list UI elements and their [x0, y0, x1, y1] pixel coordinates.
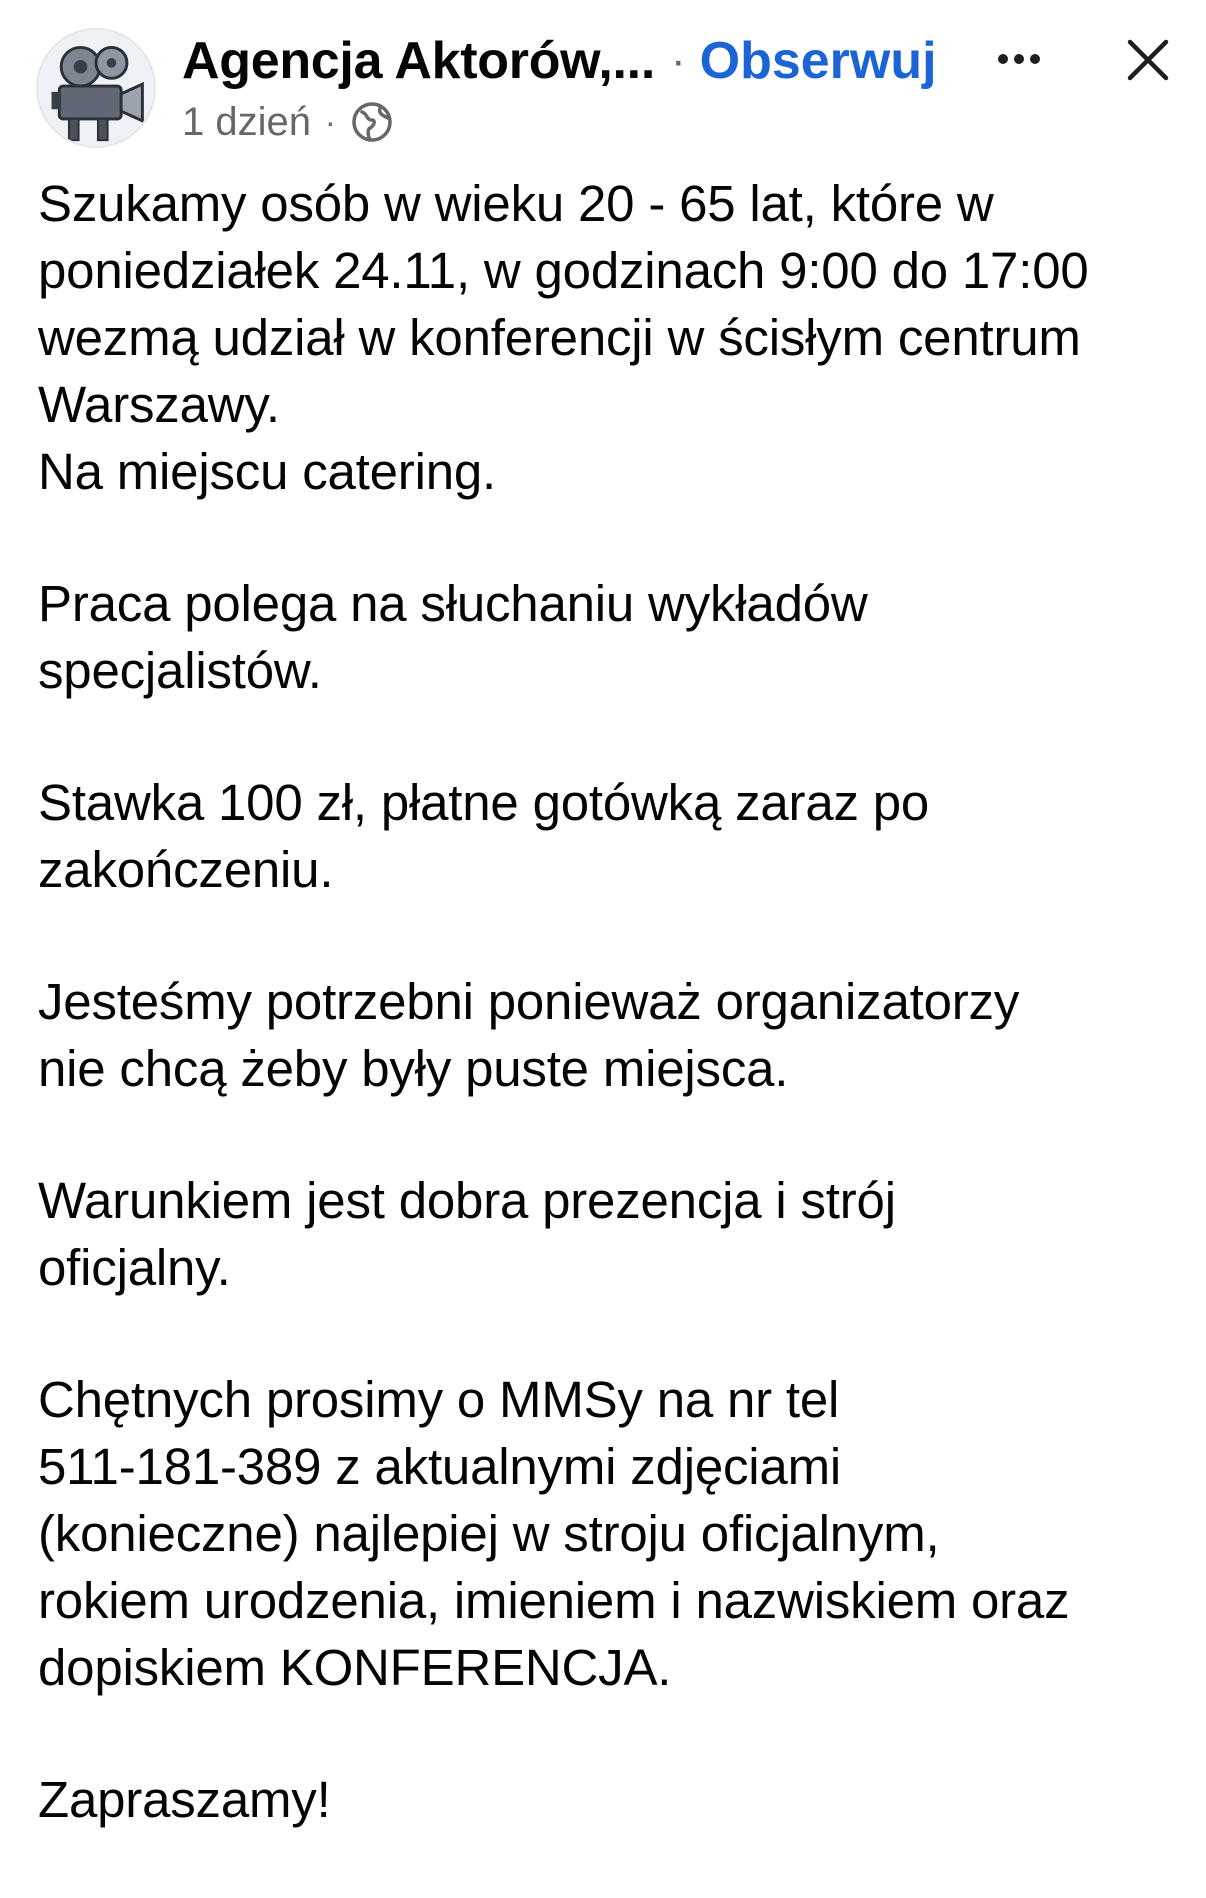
close-icon: [1126, 38, 1170, 82]
page-avatar[interactable]: [36, 28, 156, 148]
film-camera-icon: [38, 30, 154, 146]
post-meta: [182, 96, 394, 148]
follow-button[interactable]: Obserwuj: [699, 32, 937, 90]
post-paragraph: Chętnych prosimy o MMSy na nr tel 511-181-389 z aktualnymi zdjęciami (konieczne) najlepiej w stroju oficjalnym, rokiem urodzenia, imieniem i nazwiskiem oraz dopiskiem KONFERENCJA.: [38, 1371, 1070, 1696]
more-dots-icon: [997, 53, 1041, 65]
post-paragraph: Praca polega na słuchaniu wykładów specjalistów.: [38, 575, 868, 699]
post-paragraph: Szukamy osób w wieku 20 - 65 lat, które w poniedziałek 24.11, w godzinach 9:00 do 17:00 wezmą udział w konferencji w ścisłym centrum Warszawy. Na miejscu catering.: [38, 175, 1089, 500]
post-paragraph: Warunkiem jest dobra prezencja i strój oficjalny.: [38, 1172, 896, 1296]
page-name-link[interactable]: Agencja Aktorów,...: [182, 32, 655, 90]
header-separator: ·: [670, 36, 686, 85]
post-paragraph: Jesteśmy potrzebni ponieważ organizatorzy nie chcą żeby były puste miejsca.: [38, 973, 1020, 1097]
close-button[interactable]: [1116, 28, 1180, 92]
post-paragraph: Stawka 100 zł, płatne gotówką zaraz po zakończeniu.: [38, 774, 930, 898]
post-header: [0, 0, 1206, 150]
post-paragraph: Zapraszamy!: [38, 1771, 331, 1828]
header-title-row: [182, 26, 937, 96]
post-text: [38, 170, 1188, 1898]
globe-icon: [350, 100, 394, 144]
post-timestamp[interactable]: 1 dzień: [182, 99, 311, 144]
meta-separator: ·: [324, 103, 336, 140]
more-options-button[interactable]: [984, 34, 1054, 84]
